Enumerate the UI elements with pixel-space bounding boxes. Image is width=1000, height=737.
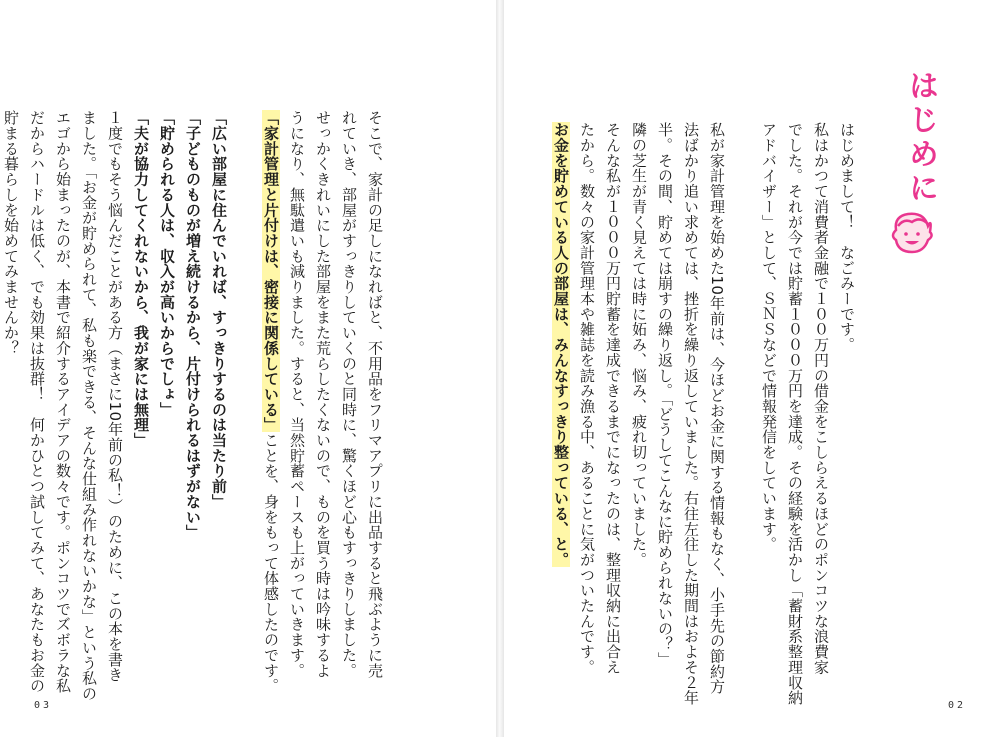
left-after-2: ました。「お金が貯められて、私も楽できる、そんな仕組み作れないかな」という私の (80, 110, 98, 702)
smiling-face-icon (890, 210, 934, 256)
right-line-4: アドバイザー」として、ＳＮＳなどで情報発信をしています。 (760, 122, 778, 552)
chapter-title-text: はじめに (903, 70, 938, 206)
left-after-1: １度でもそう悩んだことがある方（まさに10年前の私！）のために、この本を書き (106, 110, 124, 683)
bold-quote-4: 「夫が協力してくれないから、我が家には無理」 (132, 110, 150, 448)
right-line-10: たから。数々の家計管理本や雑誌を読み漁る中、あることに気がついたんです。 (578, 122, 596, 675)
right-line-1: はじめまして！ なごみーです。 (838, 122, 856, 353)
right-line-6: 法ばかり追い求めては、挫折を繰り返していました。右往左往した期間はおよそ２年 (682, 122, 700, 706)
bold-quote-3: 「貯められる人は、収入が高いからでしょ」 (158, 110, 176, 417)
left-after-4: だからハードルは低く、でも効果は抜群！ 何かひとつ試してみて、あなたもお金の (28, 110, 46, 694)
left-after-5: 貯まる暮らしを始めてみませんか？ (2, 110, 20, 356)
book-gutter (496, 0, 504, 737)
left-line-3: せっかくきれいにした部屋をまた荒らしたくないので、ものを買う時は吟味するよ (314, 110, 332, 678)
left-page-number: 03 (34, 700, 53, 711)
left-body-text (0, 110, 388, 701)
right-line-3: でした。それが今では貯蓄１０００万円を達成。その経験を活かし「蓄財系整理収納 (786, 122, 804, 706)
right-line-5: 私が家計管理を始めた10年前は、今ほどお金に関する情報もなく、小手先の節約方 (708, 122, 726, 695)
left-line-1: そこで、家計の足しになればと、不用品をフリマアプリに出品すると飛ぶように売 (366, 110, 384, 678)
right-line-9: そんな私が１０００万円貯蓄を達成できるまでになったのは、整理収納に出合え (604, 122, 622, 675)
left-highlight-phrase: 「家計管理と片付けは、密接に関係している」 (262, 110, 280, 433)
right-line-2: 私はかつて消費者金融で１００万円の借金をこしらえるほどのポンコツな浪費家 (812, 122, 830, 675)
right-line-8: 隣の芝生が青く見えては時に妬み、悩み、疲れ切っていました。 (630, 122, 648, 568)
right-body-text (548, 122, 860, 705)
right-line-7: 半。その間、貯めては崩すの繰り返し。「どうしてこんなに貯められないの？」 (656, 122, 674, 668)
left-line-2: れていき、部屋がすっきりしていくのと同時に、驚くほど心もすっきりしました。 (340, 110, 358, 678)
right-page-number: 02 (948, 700, 967, 711)
left-line-4: うになり、無駄遣いも減りました。すると、当然貯蓄ペースも上がっていきます。 (288, 110, 306, 678)
left-after-3: エゴから始まったのが、本書で紹介するアイデアの数々です。ポンコツでズボラな私 (54, 110, 72, 694)
chapter-title (890, 70, 944, 256)
left-highlight-tail: ことを、身をもって体感したのです。 (262, 432, 280, 694)
left-page (0, 0, 496, 737)
bold-quote-2: 「子どものものが増え続けるから、片付けられるはずがない」 (184, 110, 202, 540)
right-highlight-sentence: お金を貯めている人の部屋は、みんなすっきり整っている、と。 (552, 122, 570, 568)
bold-quote-1: 「広い部屋に住んでいれば、すっきりするのは当たり前」 (210, 110, 228, 510)
